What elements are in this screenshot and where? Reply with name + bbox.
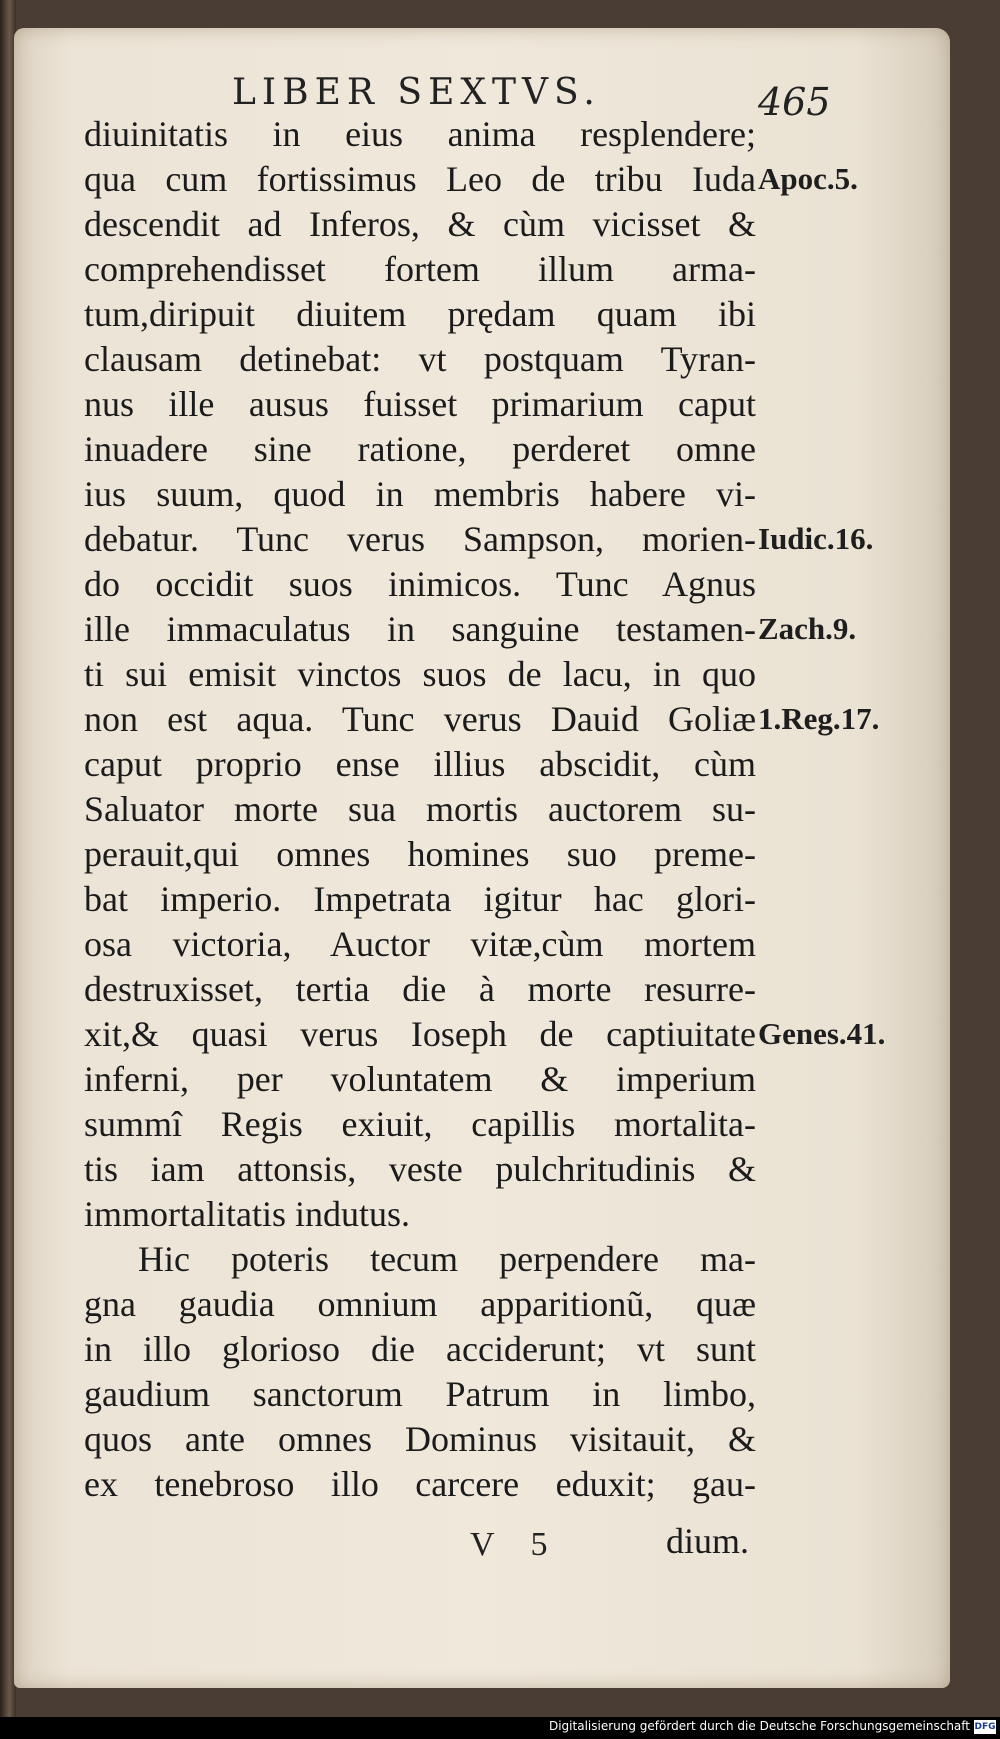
text-line: perauit,qui omnes homines suo preme-: [84, 834, 756, 874]
text-line: clausam detinebat: vt postquam Tyran-: [84, 339, 756, 379]
signature-mark: V 5: [470, 1526, 562, 1563]
text-line: summî Regis exiuit, capillis mortalita-: [84, 1104, 756, 1144]
digitization-credit: Digitalisierung gefördert durch die Deutsche Forschungsgemeinschaft: [548, 1719, 970, 1733]
text-line: osa victoria, Auctor vitæ,cùm mortem: [84, 924, 756, 964]
body-text: [84, 112, 756, 1507]
text-line: gna gaudia omnium apparitionũ, quæ: [84, 1284, 756, 1324]
dfg-logo-icon: DFG: [974, 1722, 996, 1732]
text-line: diuinitatis in eius anima resplendere;: [84, 114, 756, 154]
text-line: inferni, per voluntatem & imperium: [84, 1059, 756, 1099]
text-line: caput proprio ense illius abscidit, cùm: [84, 744, 756, 784]
text-line: in illo glorioso die acciderunt; vt sunt: [84, 1329, 756, 1369]
text-line: inuadere sine ratione, perderet omne: [84, 429, 756, 469]
text-line: tum,diripuit diuitem prędam quam ibi: [84, 294, 756, 334]
page-number: 465: [758, 80, 831, 124]
text-line: non est aqua. Tunc verus Dauid Goliæ: [84, 699, 756, 739]
text-line: debatur. Tunc verus Sampson, morien-: [84, 519, 756, 559]
text-line: do occidit suos inimicos. Tunc Agnus: [84, 564, 756, 604]
margin-note: Iudic.16.: [758, 521, 874, 556]
text-line: nus ille ausus fuisset primarium caput: [84, 384, 756, 424]
text-line: qua cum fortissimus Leo de tribu Iuda: [84, 159, 756, 199]
text-line: ti sui emisit vinctos suos de lacu, in quo: [84, 654, 756, 694]
text-line: comprehendisset fortem illum arma-: [84, 249, 756, 289]
text-line: ius suum, quod in membris habere vi-: [84, 474, 756, 514]
margin-note: Genes.41.: [758, 1016, 886, 1051]
text-line: quos ante omnes Dominus visitauit, &: [84, 1419, 756, 1459]
catchword: dium.: [666, 1521, 750, 1561]
text-line: immortalitatis indutus.: [84, 1194, 410, 1234]
text-line: ex tenebroso illo carcere eduxit; gau-: [84, 1464, 756, 1504]
text-line: gaudium sanctorum Patrum in limbo,: [84, 1374, 756, 1414]
text-line: descendit ad Inferos, & cùm vicisset &: [84, 204, 756, 244]
text-line: Hic poteris tecum perpendere ma-: [138, 1239, 756, 1279]
text-line: destruxisset, tertia die à morte resurre-: [84, 969, 756, 1009]
text-line: bat imperio. Impetrata igitur hac glori-: [84, 879, 756, 919]
text-line: tis iam attonsis, veste pulchritudinis &: [84, 1149, 756, 1189]
margin-note: Zach.9.: [758, 611, 857, 646]
text-line: Saluator morte sua mortis auctorem su-: [84, 789, 756, 829]
margin-note: 1.Reg.17.: [758, 701, 880, 736]
margin-note: Apoc.5.: [758, 161, 858, 196]
text-line: ille immaculatus in sanguine testamen-: [84, 609, 756, 649]
text-line: xit,& quasi verus Ioseph de captiuitate: [84, 1014, 756, 1054]
running-head: LIBER SEXTVS.: [232, 72, 601, 113]
